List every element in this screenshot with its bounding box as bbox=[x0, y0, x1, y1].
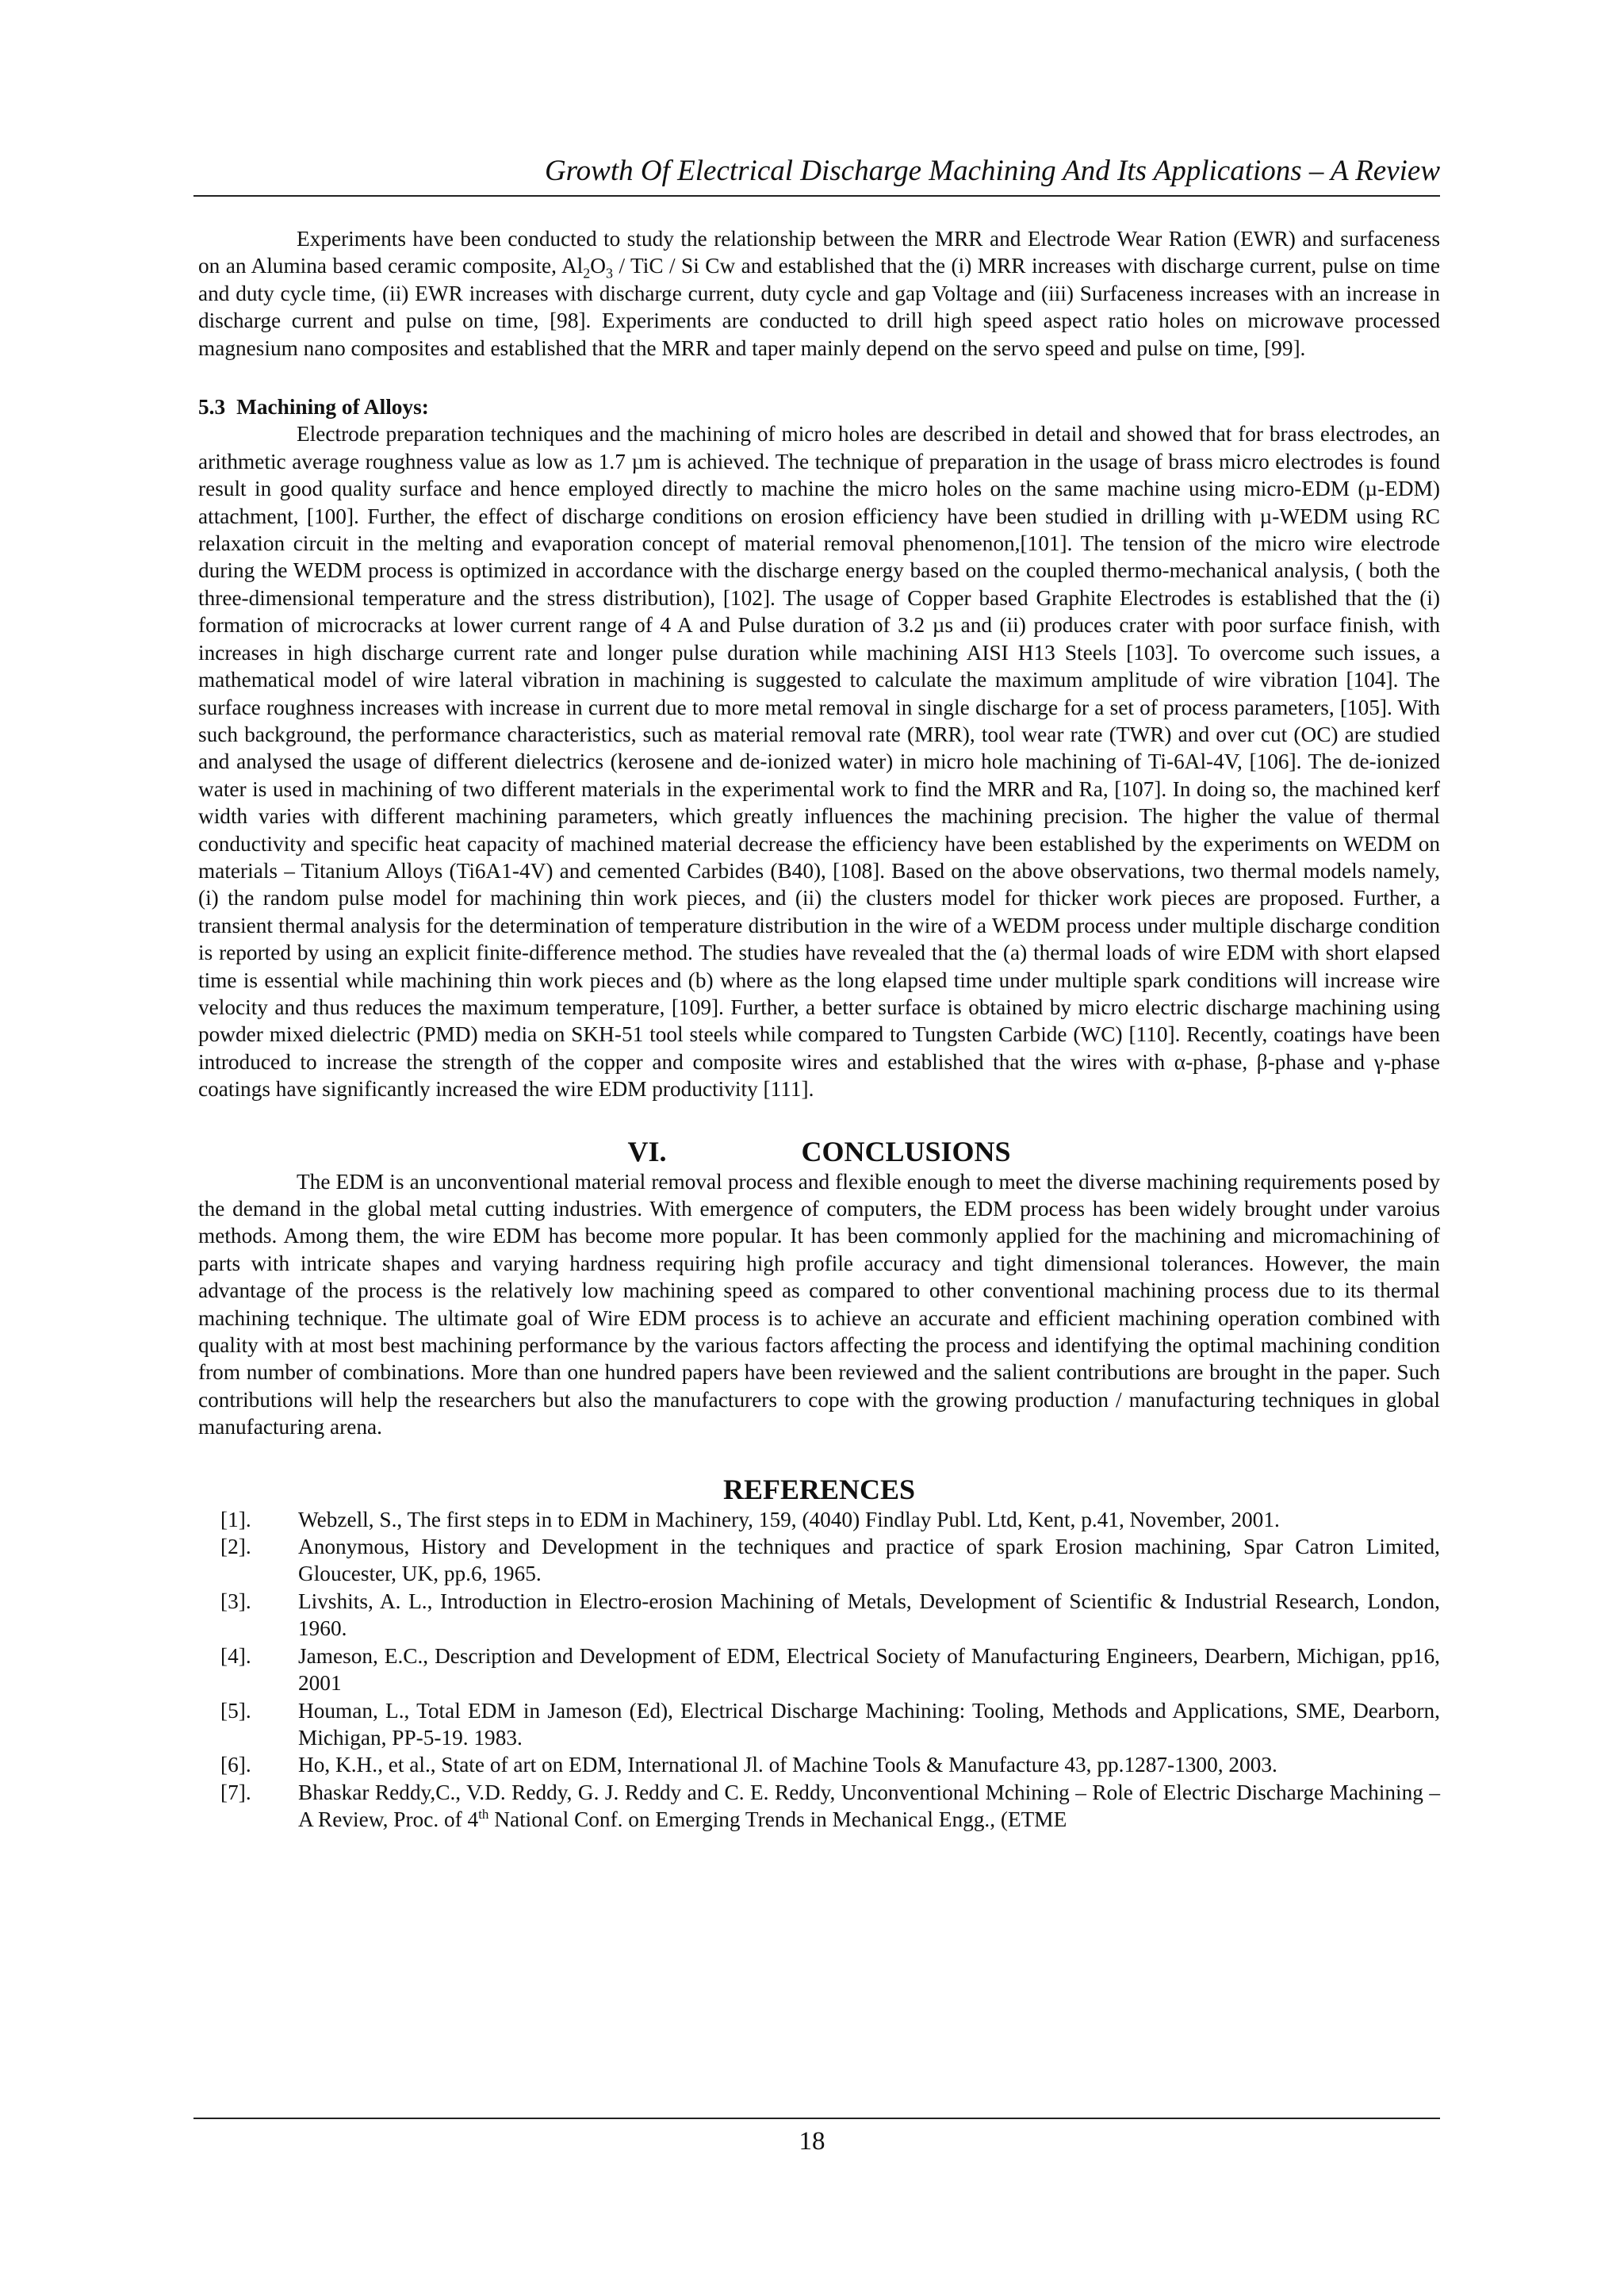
intro-subscript-2: 2 bbox=[583, 265, 591, 282]
intro-text-a: Experiments have been conducted to study the relationship between the MRR and Electrode Wear Ration (EWR) and surfaceness on an Alumina based ceramic composite, Al bbox=[198, 227, 1440, 278]
conclusions-title: CONCLUSIONS bbox=[801, 1135, 1011, 1167]
reference-text-part-a: Bhaskar Reddy,C., V.D. Reddy, G. J. Reddy and C. E. Reddy, Unconventional Mchining – Role of Electric Discharge Machining – A Review, Proc. of 4 bbox=[298, 1780, 1440, 1832]
reference-text: Webzell, S., The first steps in to EDM in Machinery, 159, (4040) Findlay Publ. Ltd, Kent, p.41, November, 2001. bbox=[298, 1507, 1280, 1531]
reference-item bbox=[198, 1779, 1440, 1834]
reference-number: [1]. bbox=[220, 1507, 251, 1531]
reference-number: [3]. bbox=[220, 1589, 251, 1613]
page-body bbox=[198, 225, 1440, 1834]
reference-item bbox=[198, 1697, 1440, 1752]
conclusions-number: VI. bbox=[627, 1135, 667, 1167]
intro-subscript-3: 3 bbox=[605, 265, 613, 282]
reference-text: Livshits, A. L., Introduction in Electro-erosion Machining of Metals, Development of Scientific & Industrial Research, London, 1960. bbox=[298, 1589, 1440, 1641]
reference-number: [7]. bbox=[220, 1780, 251, 1804]
reference-text bbox=[298, 1779, 1440, 1834]
section-heading-5-3 bbox=[198, 393, 1440, 420]
intro-text-b: O bbox=[590, 254, 606, 278]
intro-paragraph bbox=[198, 225, 1440, 362]
reference-item bbox=[198, 1642, 1440, 1697]
running-header-title: Growth Of Electrical Discharge Machining And Its Applications – A Review bbox=[193, 151, 1440, 197]
page-number: 18 bbox=[799, 2127, 825, 2156]
intro-text-c: / TiC / Si Cw and established that the (i) MRR increases with discharge current, pulse on time and duty cycle time, (ii) EWR increases with discharge current, duty cycle and gap Voltage and (iii) Surfaceness increases with an increase in discharge current and pulse on time, [98]. Experiments are conducted to drill high speed aspect ratio holes on microwave processed magnesium nano composites and established that the MRR and taper mainly depend on the servo speed and pulse on time, [99]. bbox=[198, 254, 1440, 360]
references-list bbox=[198, 1506, 1440, 1834]
reference-text: Jameson, E.C., Description and Development of EDM, Electrical Society of Manufacturing Engineers, Dearbern, Michigan, pp16, 2001 bbox=[298, 1643, 1440, 1696]
reference-number: [4]. bbox=[220, 1643, 251, 1668]
reference-item bbox=[198, 1588, 1440, 1642]
conclusions-paragraph: The EDM is an unconventional material removal process and flexible enough to meet the diverse machining requirements posed by the demand in the global metal cutting industries. With emergence of computers, the EDM process has been widely brought under varoius methods. Among them, the wire EDM has become more popular. It has been commonly applied for the machining and micromachining of parts with intricate shapes and varying hardness requiring high profile accuracy and tight dimensional tolerances. However, the main advantage of the process is the relatively low machining speed as compared to other conventional machining process due to its thermal machining technique. The ultimate goal of Wire EDM process is to achieve an accurate and efficient machining operation combined with quality with at most best machining performance by the various factors affecting the process and identifying the optimal machining condition from number of combinations. More than one hundred papers have been reviewed and the salient contributions are brought in the paper. Such contributions will help the researchers but also the manufacturers to cope with the growing production / manufacturing techniques in global manufacturing arena. bbox=[198, 1169, 1440, 1439]
alloys-paragraph: Electrode preparation techniques and the machining of micro holes are described in detail and showed that for brass electrodes, an arithmetic average roughness value as low as 1.7 µm is achieved. The technique of preparation in the usage of brass micro electrodes is found result in good quality surface and hence employed directly to machine the micro holes on the same machine using micro-EDM (µ-EDM) attachment, [100]. Further, the effect of discharge conditions on erosion efficiency have been studied in drilling with µ-WEDM using RC relaxation circuit in the melting and evaporation concept of material removal phenomenon,[101]. The tension of the micro wire electrode during the WEDM process is optimized in accordance with the discharge energy based on the coupled thermo-mechanical analysis, ( both the three-dimensional temperature and the stress distribution), [102]. The usage of Copper based Graphite Electrodes is established that the (i) formation of microcracks at lower current range of 4 A and Pulse duration of 3.2 µs and (ii) produces crater with poor surface finish, with increases in high discharge current rate and longer pulse duration while machining AISI H13 Steels [103]. To overcome such issues, a mathematical model of wire lateral vibration in machining is suggested to calculate the maximum amplitude of wire vibration [104]. The surface roughness increases with increase in current due to more metal removal in single discharge for a set of process parameters, [105]. With such background, the performance characteristics, such as material removal rate (MRR), tool wear rate (TWR) and over cut (OC) are studied and analysed the usage of different dielectrics (kerosene and de-ionized water) in micro hole machining of Ti-6Al-4V, [106]. The de-ionized water is used in machining of two different materials in the experimental work to find the MRR and Ra, [107]. In doing so, the machined kerf width varies with different machining parameters, which greatly influences the machining precision. The higher the value of thermal conductivity and specific heat capacity of machined material decrease the efficiency have been established by the experiments on WEDM on materials – Titanium Alloys (Ti6A1-4V) and cemented Carbides (B40), [108]. Based on the above observations, two thermal models namely, (i) the random pulse model for machining thin work pieces, and (ii) the clusters model for thicker work pieces are proposed. Further, a transient thermal analysis for the determination of temperature distribution in the wire of a WEDM process under multiple discharge condition is reported by using an explicit finite-difference method. The studies have revealed that the (a) thermal loads of wire EDM with short elapsed time is essential while machining thin work pieces and (b) where as the long elapsed time under multiple spark conditions will increase wire velocity and thus reduces the maximum temperature, [109]. Further, a better surface is obtained by micro electric discharge machining using powder mixed dielectric (PMD) media on SKH-51 tool steels while compared to Tungsten Carbide (WC) [110]. Recently, coatings have been introduced to increase the strength of the copper and composite wires and established that the wires with α-phase, β-phase and γ-phase coatings have significantly increased the wire EDM productivity [111]. bbox=[198, 422, 1440, 1102]
reference-number: [6]. bbox=[220, 1753, 251, 1777]
reference-number: [5]. bbox=[220, 1698, 251, 1723]
footer-rule bbox=[193, 2118, 1440, 2119]
section-title: Machining of Alloys: bbox=[236, 395, 429, 420]
reference-item bbox=[198, 1751, 1440, 1778]
reference-text: Ho, K.H., et al., State of art on EDM, International Jl. of Machine Tools & Manufacture 43, pp.1287-1300, 2003. bbox=[298, 1753, 1277, 1777]
reference-text: Houman, L., Total EDM in Jameson (Ed), Electrical Discharge Machining: Tooling, Methods and Applications, SME, Dearborn, Michigan, PP-5-19. 1983. bbox=[298, 1698, 1440, 1750]
reference-text-part-b: National Conf. on Emerging Trends in Mechanical Engg., (ETME bbox=[488, 1807, 1067, 1832]
reference-number: [2]. bbox=[220, 1535, 251, 1559]
reference-text: Anonymous, History and Development in the techniques and practice of spark Erosion machining, Spar Catron Limited, Gloucester, UK, pp.6, 1965. bbox=[298, 1535, 1440, 1586]
section-number: 5.3 bbox=[198, 395, 226, 420]
ordinal-superscript: th bbox=[478, 1807, 489, 1823]
references-heading: REFERENCES bbox=[722, 1473, 916, 1505]
reference-item bbox=[198, 1533, 1440, 1588]
conclusions-heading bbox=[198, 1135, 1440, 1168]
reference-item bbox=[198, 1506, 1440, 1533]
